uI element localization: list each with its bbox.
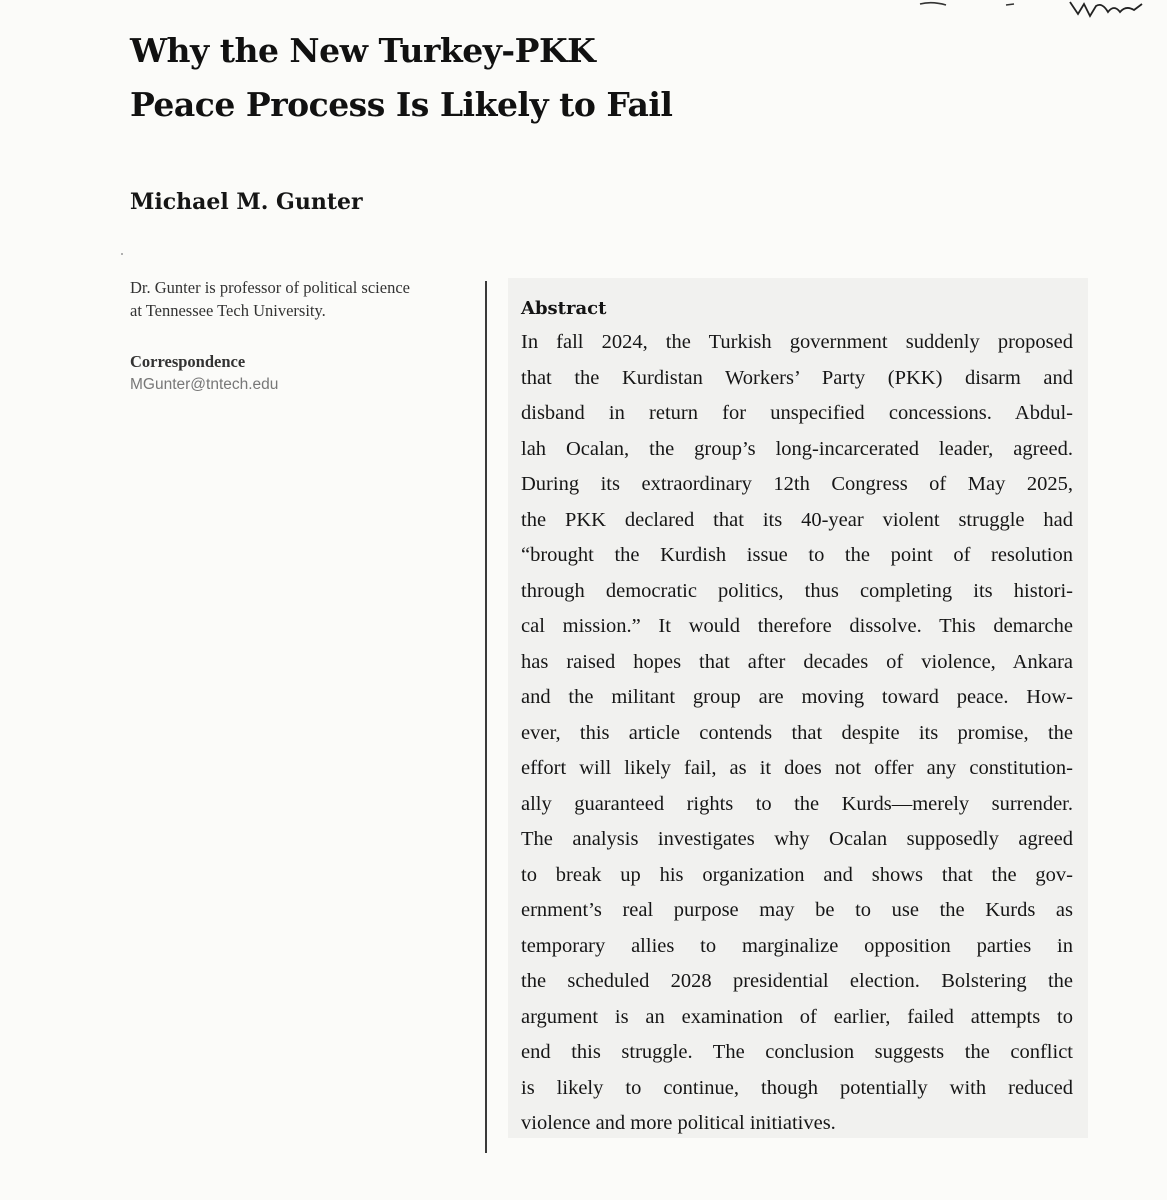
article-title — [130, 24, 850, 132]
abstract-line: ally guaranteed rights to the Kurds—merely surrender. — [521, 792, 1073, 815]
abstract-line: is likely to continue, though potentially with reduced — [521, 1076, 1073, 1099]
affiliation-line: Dr. Gunter is professor of political science — [130, 278, 410, 297]
abstract-heading: Abstract — [521, 298, 607, 319]
affiliation-line: at Tennessee Tech University. — [130, 301, 326, 320]
abstract-line: and the militant group are moving toward peace. How- — [521, 686, 1073, 708]
abstract-line: has raised hopes that after decades of violence, Ankara — [521, 650, 1073, 673]
abstract-line: to break up his organization and shows that the gov- — [521, 863, 1073, 886]
author-affiliation — [130, 276, 475, 322]
abstract-body — [521, 325, 1073, 1142]
abstract-line: that the Kurdistan Workers’ Party (PKK) disarm and — [521, 366, 1073, 389]
abstract-line: the scheduled 2028 presidential election. Bolstering the — [521, 970, 1073, 992]
speck — [121, 253, 123, 255]
abstract-line: lah Ocalan, the group’s long-incarcerated leader, agreed. — [521, 437, 1073, 460]
abstract-line: The analysis investigates why Ocalan supposedly agreed — [521, 828, 1073, 850]
abstract-line: argument is an examination of earlier, failed attempts to — [521, 1005, 1073, 1028]
correspondence-label: Correspondence — [130, 352, 246, 371]
abstract-line: ever, this article contends that despite its promise, the — [521, 721, 1073, 744]
abstract-line: effort will likely fail, as it does not offer any constitution- — [521, 757, 1073, 779]
author-sidebar — [130, 276, 475, 396]
abstract-line: disband in return for unspecified concessions. Abdul- — [521, 402, 1073, 424]
abstract-line: “brought the Kurdish issue to the point of resolution — [521, 544, 1073, 566]
abstract-line: cal mission.” It would therefore dissolve. This demarche — [521, 615, 1073, 637]
abstract-line: In fall 2024, the Turkish government suddenly proposed — [521, 331, 1073, 353]
correspondence-email: MGunter@tntech.edu — [130, 376, 279, 393]
title-line: Why the New Turkey-PKK — [130, 31, 596, 70]
abstract-line: violence and more political initiatives. — [521, 1112, 836, 1134]
author-name: Michael M. Gunter — [130, 189, 363, 215]
abstract-line: ernment’s real purpose may be to use the Kurds as — [521, 899, 1073, 921]
abstract-line: During its extraordinary 12th Congress of May 2025, — [521, 473, 1073, 495]
title-line: Peace Process Is Likely to Fail — [130, 85, 673, 124]
abstract-line: through democratic politics, thus completing its histori- — [521, 579, 1073, 602]
column-divider — [485, 281, 487, 1153]
handwritten-annotation — [880, 0, 1167, 22]
abstract-line: temporary allies to marginalize opposition parties in — [521, 934, 1073, 957]
abstract-line: the PKK declared that its 40-year violent struggle had — [521, 508, 1073, 531]
abstract-line: end this struggle. The conclusion suggests the conflict — [521, 1041, 1073, 1063]
